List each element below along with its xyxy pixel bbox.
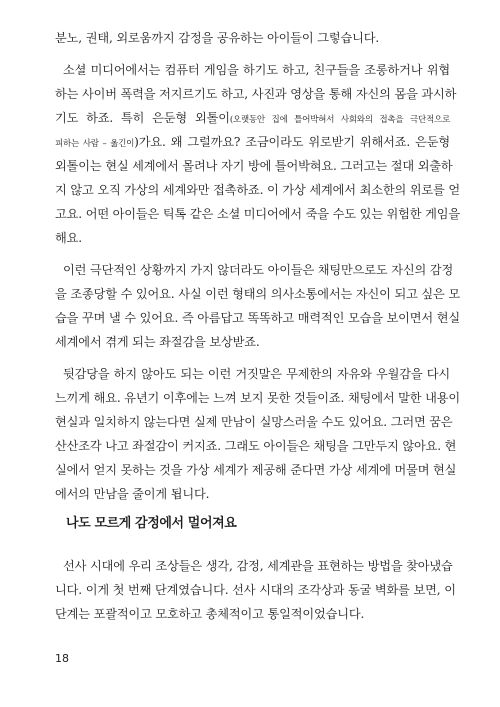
translator-note: 피하는 사람 – 옮긴이 <box>55 139 135 149</box>
body-text: 기도 하죠. 특히 은둔형 외톨이 <box>55 111 230 125</box>
body-line: 이런 극단적인 상황까지 가지 않더라도 아이들은 채팅만으로도 자신의 감정 <box>63 263 454 277</box>
body-line: 해요. <box>55 231 82 245</box>
body-line: 선사 시대에 우리 조상들은 생각, 감정, 세계관을 표현하는 방법을 찾아냈습 <box>63 559 453 573</box>
body-line: 단계는 포괄적이고 모호하고 총체적이고 통일적이었습니다. <box>55 607 365 621</box>
body-line: 뒷감당을 하지 않아도 되는 이런 거짓말은 무제한의 자유와 우월감을 다시 <box>63 367 450 381</box>
body-line: 고요. 어떤 아이들은 틱톡 같은 소셜 미디어에서 죽을 수도 있는 위험한 게임을 <box>55 207 461 221</box>
body-line <box>55 134 450 152</box>
body-line: 느끼게 해요. 유년기 이후에는 느껴 보지 못한 것들이죠. 채팅에서 말한 내용이 <box>55 391 461 405</box>
body-line: 지 않고 오직 가상의 세계와만 접촉하죠. 이 가상 세계에서 최소한의 위로를 얻 <box>55 183 461 197</box>
body-line: 산산조각 나고 좌절감이 커지죠. 그래도 아이들은 채팅을 그만두지 않아요. 현 <box>55 439 457 453</box>
body-line: 에서의 만남을 줄이게 됩니다. <box>55 487 210 501</box>
body-line: 을 조종당할 수 있어요. 사실 이런 형태의 의사소통에서는 자신이 되고 싶은 모 <box>55 287 461 301</box>
body-line: 현실과 일치하지 않는다면 실제 만남이 실망스러울 수도 있어요. 그러면 꿈은 <box>55 415 453 429</box>
body-line: 하는 사이버 폭력을 저지르기도 하고, 사진과 영상을 통해 자신의 몸을 과시하 <box>55 87 457 101</box>
body-line: 니다. 이게 첫 번째 단계였습니다. 선사 시대의 조각상과 동굴 벽화를 보면, 이 <box>55 583 456 597</box>
section-heading: 나도 모르게 감정에서 멀어져요 <box>66 516 237 531</box>
body-line: 외톨이는 현실 세계에서 몰려나 자기 방에 틀어박혀요. 그러고는 절대 외출하 <box>55 159 453 173</box>
body-line: 소셜 미디어에서는 컴퓨터 게임을 하기도 하고, 친구들을 조롱하거나 위협 <box>63 63 450 77</box>
translator-note: (오랫동안 집에 틀어박혀서 사회와의 접촉을 극단적으로 <box>229 115 450 125</box>
body-line: 분노, 권태, 외로움까지 감정을 공유하는 아이들이 그렇습니다. <box>55 31 380 45</box>
body-line: 습을 꾸며 낼 수 있어요. 즉 아름답고 똑똑하고 매력적인 모습을 보이면서 현실 <box>55 311 461 325</box>
body-line: 세계에서 겪게 되는 좌절감을 보상받죠. <box>55 335 260 349</box>
body-line: 실에서 얻지 못하는 것을 가상 세계가 제공해 준다면 가상 세계에 머물며 현실 <box>55 463 457 477</box>
body-line <box>55 110 450 128</box>
body-text: )가요. 왜 그럴까요? 조금이라도 위로받기 위해서죠. 은둔형 <box>134 135 450 149</box>
page-number: 18 <box>55 652 69 665</box>
